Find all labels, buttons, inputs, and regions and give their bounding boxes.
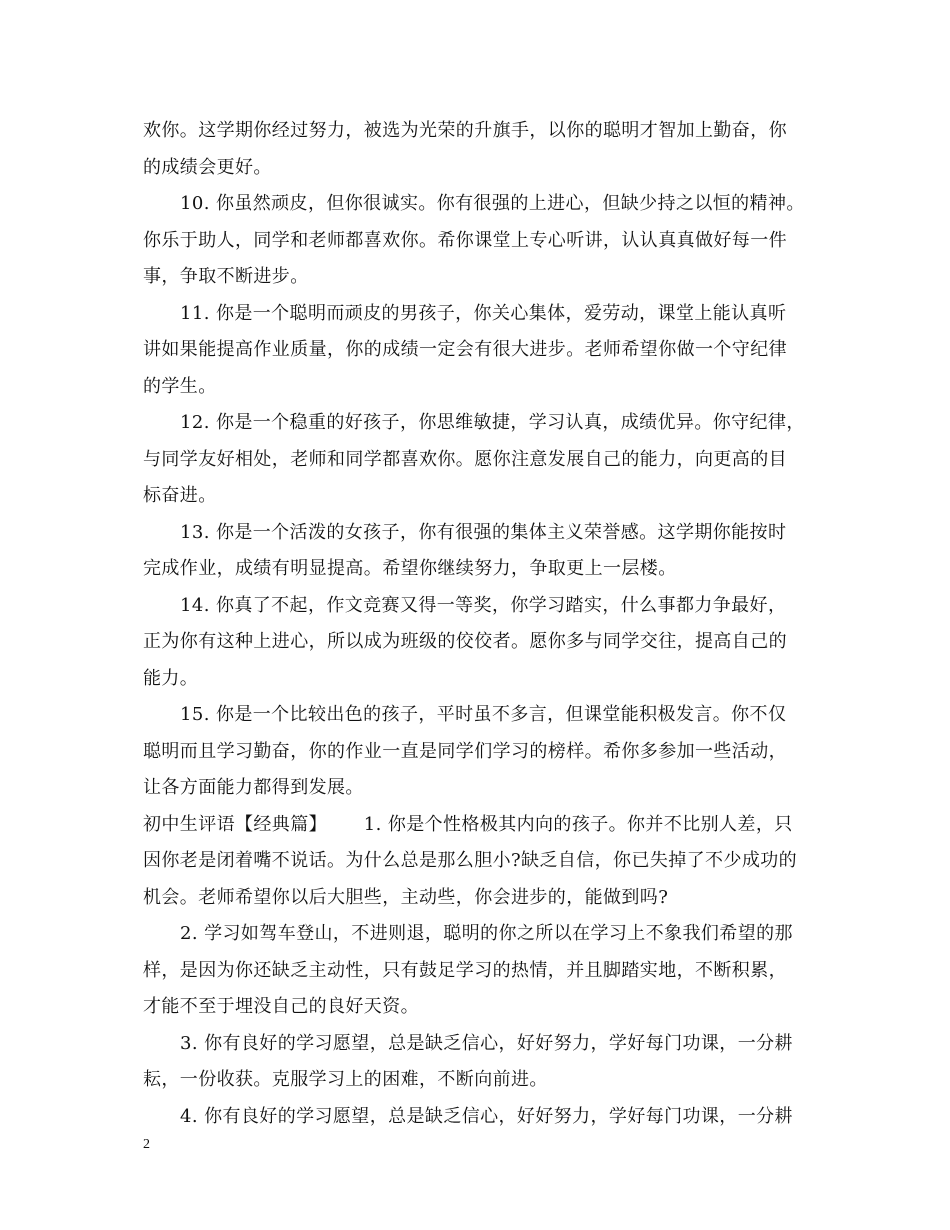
text-line: 聪明而且学习勤奋，你的作业一直是同学们学习的榜样。希你多参加一些活动， — [143, 740, 787, 762]
text-line: 14. 你真了不起，作文竞赛又得一等奖，你学习踏实，什么事都力争最好， — [180, 594, 787, 616]
text-line: 11. 你是一个聪明而顽皮的男孩子，你关心集体，爱劳动，课堂上能认真听 — [180, 302, 787, 324]
text-line: 因你老是闭着嘴不说话。为什么总是那么胆小?缺乏自信，你已失掉了不少成功的 — [143, 850, 798, 871]
text-line: 13. 你是一个活泼的女孩子，你有很强的集体主义荣誉感。这学期你能按时 — [180, 521, 787, 543]
text-line: 10. 你虽然顽皮，但你很诚实。你有很强的上进心，但缺少持之以恒的精神。 — [180, 193, 805, 214]
text-line: 机会。老师希望你以后大胆些，主动些，你会进步的，能做到吗? — [143, 886, 669, 908]
text-line: 与同学友好相处，老师和同学都喜欢你。愿你注意发展自己的能力，向更高的目 — [143, 448, 787, 470]
text-line: 3. 你有良好的学习愿望，总是缺乏信心，好好努力，学好每门功课，一分耕 — [180, 1032, 793, 1054]
text-line: 欢你。这学期你经过努力，被选为光荣的升旗手，以你的聪明才智加上勤奋，你 — [143, 120, 787, 141]
text-line: 完成作业，成绩有明显提高。希望你继续努力，争取更上一层楼。 — [143, 558, 677, 579]
text-line: 15. 你是一个比较出色的孩子，平时虽不多言，但课堂能积极发言。你不仅 — [180, 704, 787, 725]
text-line: 让各方面能力都得到发展。 — [143, 777, 364, 798]
text-line: 的成绩会更好。 — [143, 156, 272, 178]
text-line: 4. 你有良好的学习愿望，总是缺乏信心，好好努力，学好每门功课，一分耕 — [180, 1105, 793, 1127]
section-heading-line: 初中生评语【经典篇】 1. 你是个性格极其内向的孩子。你并不比别人差，只 — [143, 813, 793, 835]
text-line: 能力。 — [143, 667, 199, 689]
text-line: 才能不至于埋没自己的良好天资。 — [143, 996, 419, 1017]
text-line: 耘，一份收获。克服学习上的困难，不断向前进。 — [143, 1069, 548, 1090]
text-line: 你乐于助人，同学和老师都喜欢你。希你课堂上专心听讲，认认真真做好每一件 — [143, 229, 787, 251]
text-line: 事，争取不断进步。 — [143, 266, 309, 287]
text-line: 正为你有这种上进心，所以成为班级的佼佼者。愿你多与同学交往，提高自己的 — [143, 631, 787, 652]
text-line: 标奋进。 — [143, 485, 217, 506]
page-number: 2 — [143, 1137, 150, 1152]
document-body — [143, 113, 815, 1135]
text-line: 12. 你是一个稳重的好孩子，你思维敏捷，学习认真，成绩优异。你守纪律， — [180, 412, 805, 433]
text-line: 2. 学习如驾车登山，不进则退，聪明的你之所以在学习上不象我们希望的那 — [180, 923, 793, 944]
text-line: 样，是因为你还缺乏主动性，只有鼓足学习的热情，并且脚踏实地，不断积累， — [143, 959, 787, 981]
text-line: 讲如果能提高作业质量，你的成绩一定会有很大进步。老师希望你做一个守纪律 — [143, 339, 787, 360]
text-line: 的学生。 — [143, 375, 217, 397]
